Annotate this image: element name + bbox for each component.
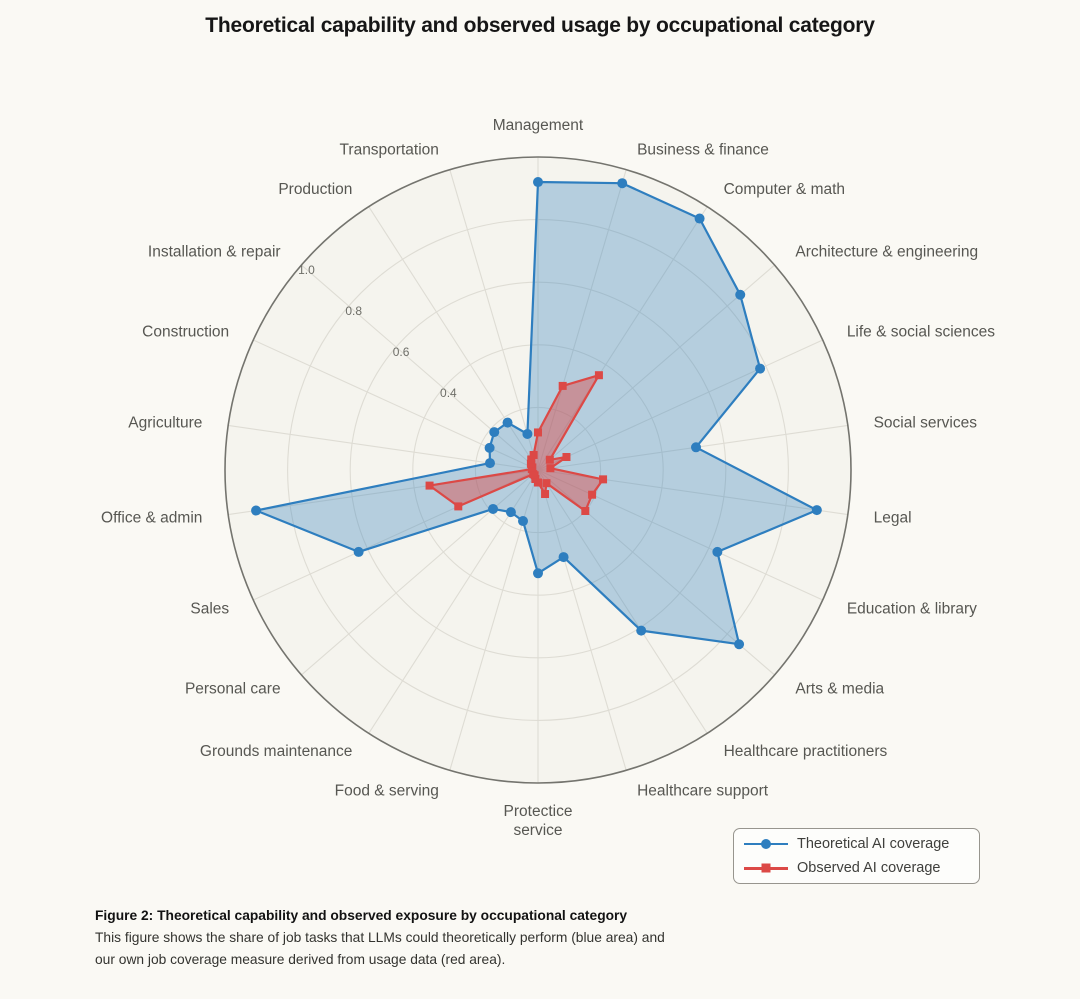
line-square-marker — [744, 861, 788, 875]
data-point-theoretical — [354, 547, 364, 557]
data-point-theoretical — [485, 443, 495, 453]
radial-tick-label: 0.4 — [440, 386, 457, 401]
legend-label: Theoretical AI coverage — [797, 835, 950, 852]
axis-label-architecture-engineering: Architecture & engineering — [795, 243, 979, 261]
data-point-theoretical — [518, 516, 528, 526]
axis-label-office-admin: Office & admin — [101, 509, 203, 527]
data-point-theoretical — [755, 364, 765, 374]
axis-label-transportation: Transportation — [339, 141, 439, 159]
line-circle-marker — [744, 837, 788, 851]
data-point-observed — [541, 490, 549, 498]
data-point-observed — [588, 491, 596, 499]
data-point-theoretical — [251, 506, 261, 516]
data-point-observed — [546, 464, 554, 472]
data-point-theoretical — [812, 505, 822, 515]
axis-label-education-library: Education & library — [846, 600, 977, 618]
data-point-observed — [559, 382, 567, 390]
axis-label-construction: Construction — [142, 323, 230, 341]
data-point-observed — [534, 428, 542, 436]
data-point-theoretical — [636, 626, 646, 636]
axis-label-management: Management — [492, 117, 584, 134]
data-point-observed — [542, 479, 550, 487]
axis-label-personal-care: Personal care — [184, 680, 281, 698]
axis-label-legal: Legal — [873, 509, 912, 527]
caption-body: This figure shows the share of job tasks that LLMs could theoretically perform (blue area) and our own job coverage measure derived from usage data (red area). — [95, 930, 665, 967]
legend-label: Observed AI coverage — [797, 860, 941, 877]
data-point-observed — [426, 482, 434, 490]
data-point-theoretical — [712, 547, 722, 557]
page-title: Theoretical capability and observed usage by occupational category — [205, 14, 875, 37]
data-point-observed — [454, 502, 462, 510]
data-point-theoretical — [522, 429, 532, 439]
axis-label-life-social-sciences: Life & social sciences — [846, 323, 996, 341]
data-point-theoretical — [533, 177, 543, 187]
data-point-theoretical — [489, 427, 499, 437]
axis-label-healthcare-support: Healthcare support — [637, 782, 769, 800]
axis-label-arts-media: Arts & media — [795, 680, 885, 698]
axis-label-sales: Sales — [190, 600, 230, 618]
axis-label-computer-math: Computer & math — [723, 181, 846, 199]
data-point-theoretical — [485, 458, 495, 468]
axis-label-business-finance: Business & finance — [637, 141, 769, 159]
data-point-theoretical — [735, 290, 745, 300]
radial-tick-label: 0.8 — [345, 304, 363, 319]
data-point-theoretical — [503, 418, 513, 428]
data-point-theoretical — [691, 442, 701, 452]
caption-title: Figure 2: Theoretical capability and observed exposure by occupational category — [95, 908, 628, 923]
axis-label-agriculture: Agriculture — [128, 414, 203, 432]
radial-tick-label: 0.6 — [392, 345, 410, 360]
radial-tick-label: 1.0 — [298, 263, 315, 278]
axis-label-healthcare-practitioners: Healthcare practitioners — [723, 742, 888, 760]
axis-label-grounds-maintenance: Grounds maintenance — [199, 742, 353, 760]
axis-label-food-serving: Food & serving — [334, 782, 439, 800]
axis-label-production: Production — [278, 181, 353, 199]
data-point-observed — [595, 371, 603, 379]
data-point-theoretical — [695, 214, 705, 224]
legend-item-theoretical — [744, 833, 969, 855]
data-point-theoretical — [734, 639, 744, 649]
data-point-observed — [581, 507, 589, 515]
data-point-theoretical — [533, 568, 543, 578]
legend-item-observed — [744, 858, 969, 880]
data-point-observed — [530, 451, 538, 459]
data-point-theoretical — [506, 507, 516, 517]
data-point-theoretical — [488, 504, 498, 514]
data-point-observed — [562, 453, 570, 461]
data-point-theoretical — [559, 552, 569, 562]
data-point-observed — [599, 475, 607, 483]
axis-label-installation-repair: Installation & repair — [147, 243, 281, 261]
figure-caption — [95, 905, 695, 970]
data-point-observed — [546, 456, 554, 464]
data-point-theoretical — [617, 178, 627, 188]
axis-label-protectice-service: Protectice service — [503, 803, 573, 839]
axis-label-social-services: Social services — [873, 414, 977, 432]
legend — [733, 828, 980, 884]
